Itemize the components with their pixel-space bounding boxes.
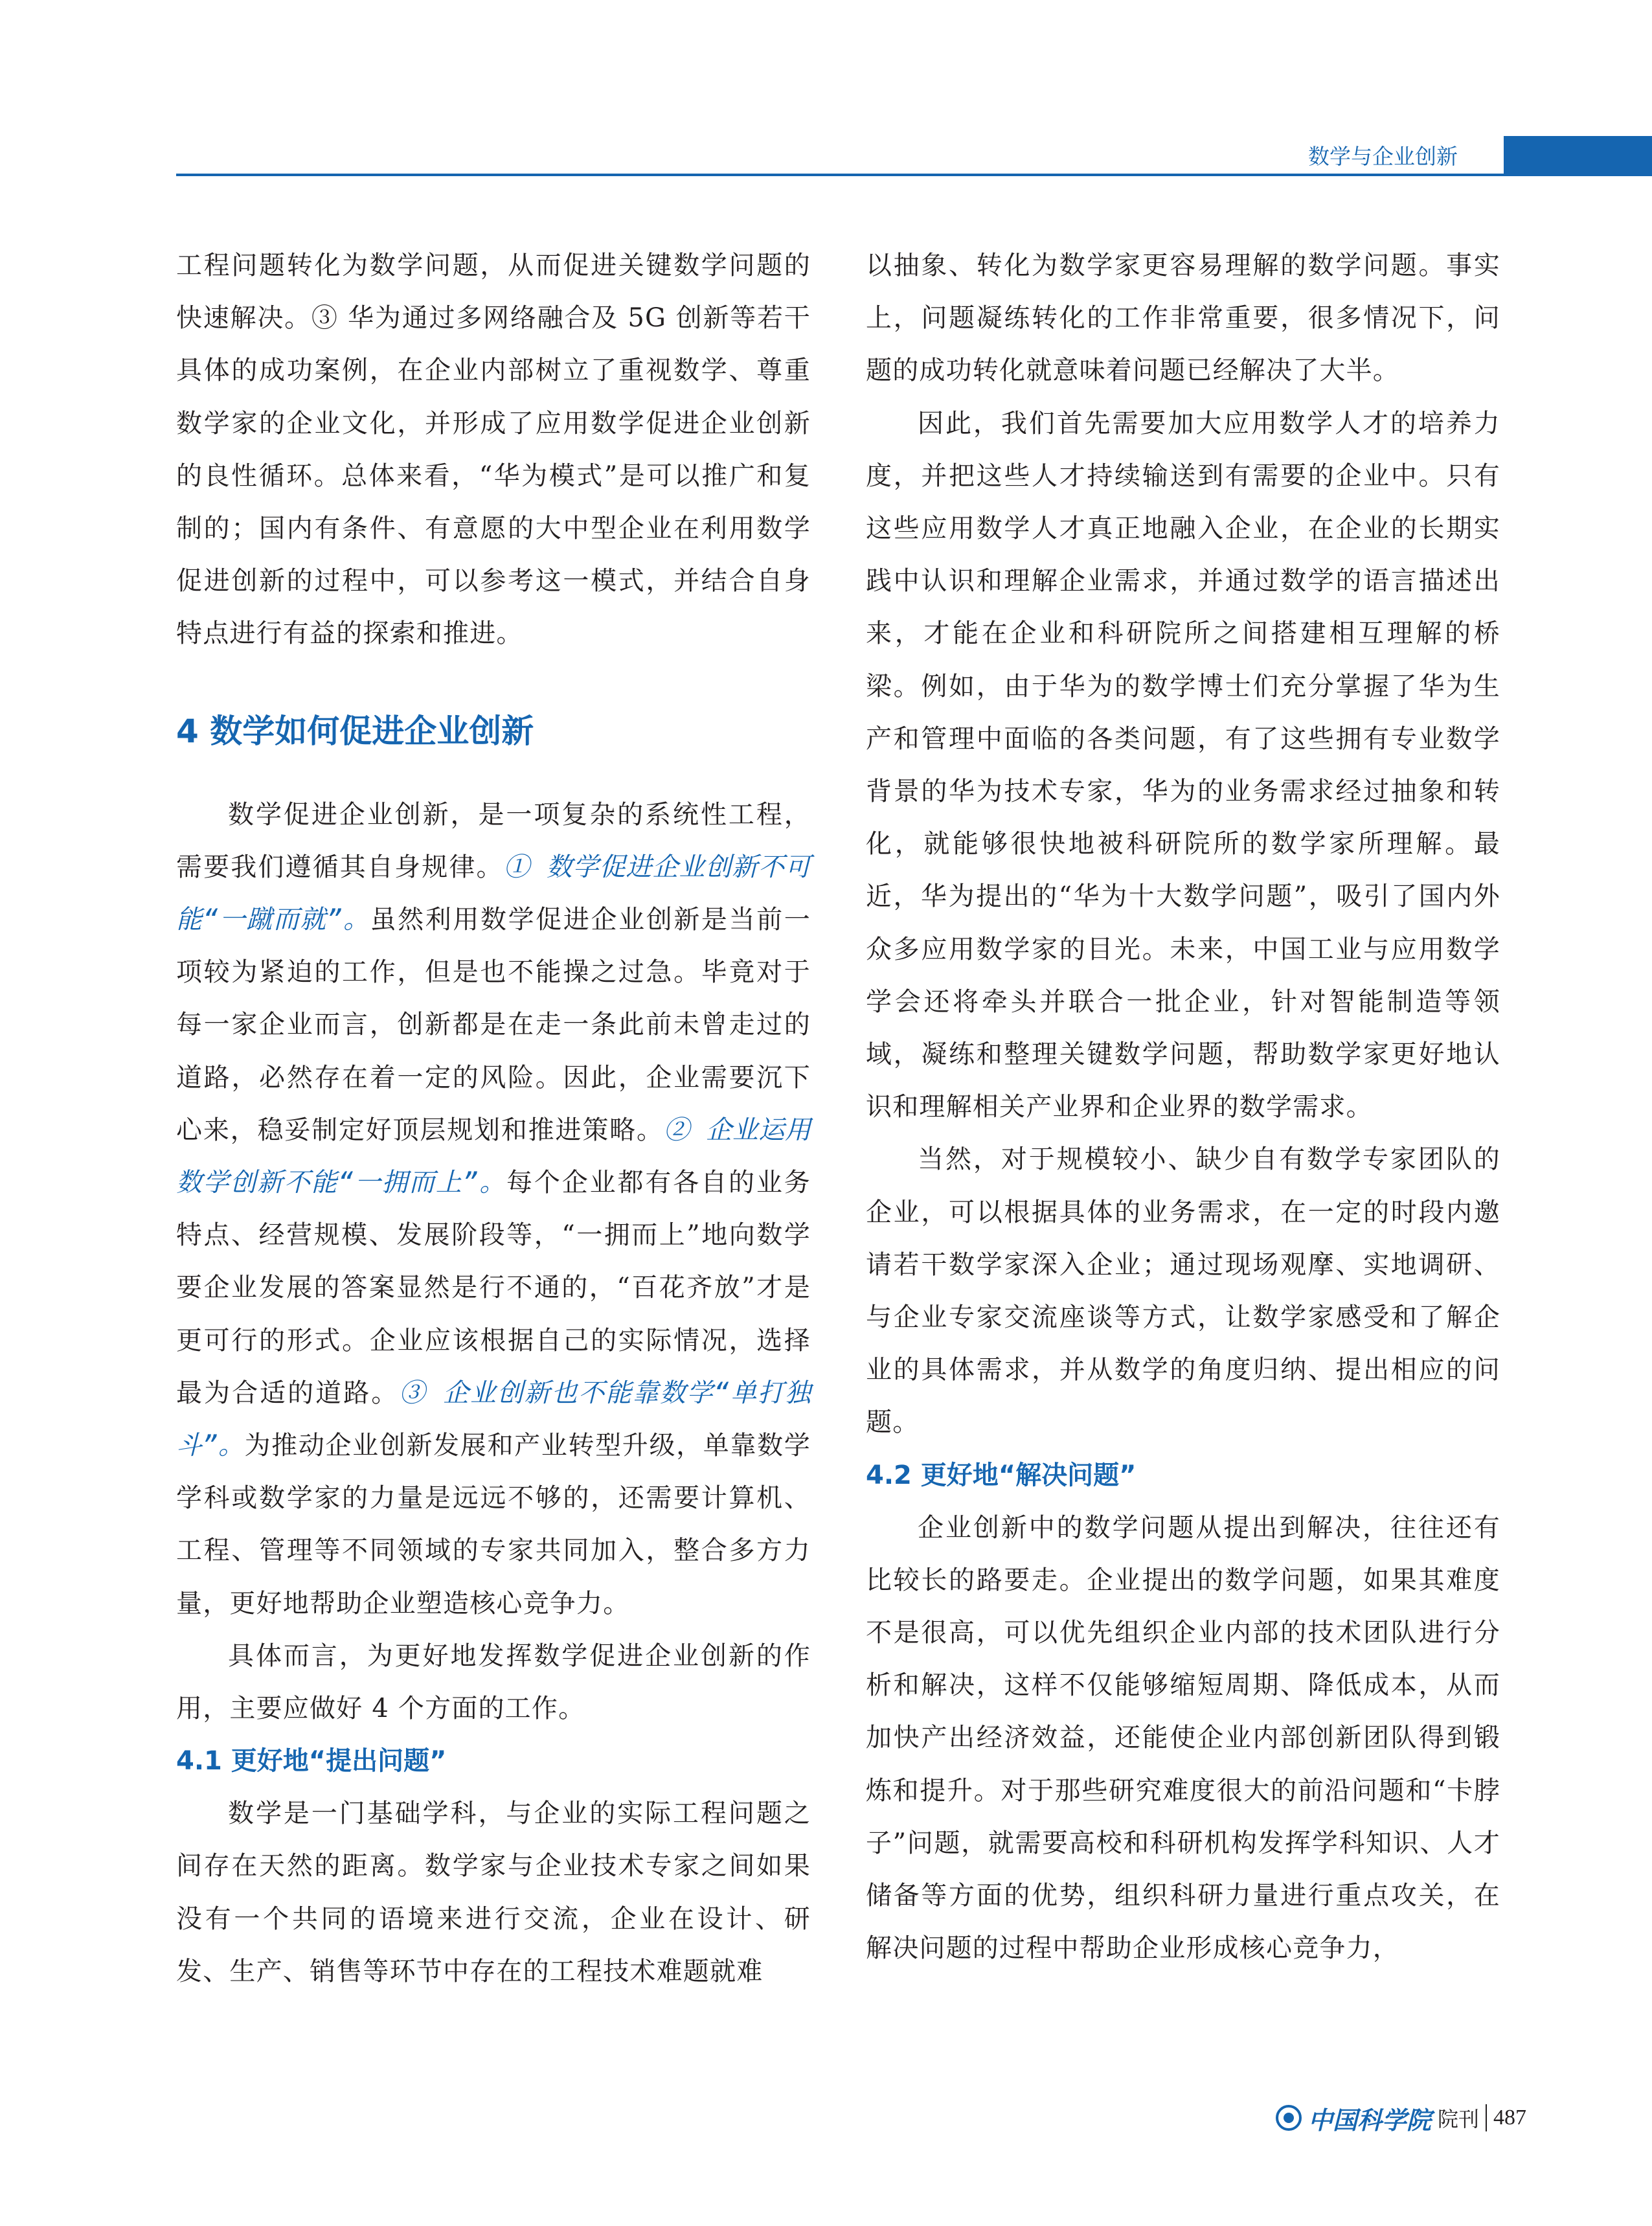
paragraph: 具体而言，为更好地发挥数学促进企业创新的作用，主要应做好 4 个方面的工作。 (176, 1641, 811, 1724)
cas-emblem-icon (1276, 2105, 1302, 2131)
footer-divider (1486, 2104, 1487, 2131)
paragraph-text: 虽然利用数学促进企业创新是当前一项较为紧迫的工作，但是也不能操之过急。毕竟对于每一家企业而言，创新都是在走一条此前未曾走过的道路，必然存在着一定的风险。因此，企业需要沉下心来，稳妥制定好顶层规划和推进策略。 (176, 905, 811, 1145)
header-rule (176, 174, 1652, 176)
subsection-heading: 4.1 更好地“提出问题” (176, 1746, 447, 1777)
paragraph-text: 每个企业都有各自的业务特点、经营规模、发展阶段等，“一拥而上”地向数学要企业发展的答案显然是行不通的，“百花齐放”才是更可行的形式。企业应该根据自己的实际情况，选择最为合适的道路。 (176, 1168, 811, 1408)
journal-logo: 中国科学院 (1308, 2105, 1432, 2135)
section-heading: 4 数学如何促进企业创新 (176, 712, 534, 750)
emphasis-text: ① 数学促进企业创新不可能“一蹴而就”。 (176, 852, 811, 935)
section-label: 数学与企业创新 (1308, 144, 1458, 169)
paragraph: 因此，我们首先需要加大应用数学人才的培养力度，并把这些人才持续输送到有需要的企业中。只有这些应用数学人才真正地融入企业，在企业的长期实践中认识和理解企业需求，并通过数学的语言描述出来，才能在企业和科研院所之间搭建相互理解的桥梁。例如，由于华为的数学博士们充分掌握了华为生产和管理中面临的各类问题，有了这些拥有专业数学背景的华为技术专家，华为的业务需求经过抽象和转化，就能够很快地被科研院所的数学家所理解。最近，华为提出的“华为十大数学问题”，吸引了国内外众多应用数学家的目光。未来，中国工业与应用数学学会还将牵头并联合一批企业，针对智能制造等领域，凝练和整理关键数学问题，帮助数学家更好地认识和理解相关产业界和企业界的数学需求。 (866, 408, 1500, 1122)
emphasis-text: ② 企业运用数学创新不能“一拥而上”。 (176, 1115, 811, 1198)
left-column (176, 240, 811, 1998)
page-number: 487 (1493, 2106, 1527, 2129)
right-column (866, 240, 1500, 1975)
page-footer (1276, 2098, 1526, 2137)
paragraph: 数学是一门基础学科，与企业的实际工程问题之间存在天然的距离。数学家与企业技术专家之间如果没有一个共同的语境来进行交流，企业在设计、研发、生产、销售等环节中存在的工程技术难题就难 (176, 1799, 811, 1986)
emphasis-text: ③ 企业创新也不能靠数学“单打独斗”。 (176, 1378, 811, 1461)
paragraph (176, 789, 811, 1630)
paragraph: 以抽象、转化为数学家更容易理解的数学问题。事实上，问题凝练转化的工作非常重要，很多情况下，问题的成功转化就意味着问题已经解决了大半。 (866, 251, 1500, 386)
subsection-heading: 4.2 更好地“解决问题” (866, 1460, 1137, 1490)
paragraph: 当然，对于规模较小、缺少自有数学专家团队的企业，可以根据具体的业务需求，在一定的时段内邀请若干数学家深入企业；通过现场观摩、实地调研、与企业专家交流座谈等方式，让数学家感受和了解企业的具体需求，并从数学的角度归纳、提出相应的问题。 (866, 1144, 1500, 1438)
paragraph: 企业创新中的数学问题从提出到解决，往往还有比较长的路要走。企业提出的数学问题，如果其难度不是很高，可以优先组织企业内部的技术团队进行分析和解决，这样不仅能够缩短周期、降低成本，从而加快产出经济效益，还能使企业内部创新团队得到锻炼和提升。对于那些研究难度很大的前沿问题和“卡脖子”问题，就需要高校和科研机构发挥学科知识、人才储备等方面的优势，组织科研力量进行重点攻关，在解决问题的过程中帮助企业形成核心竞争力， (866, 1512, 1500, 1964)
paragraph: 工程问题转化为数学问题，从而促进关键数学问题的快速解决。③ 华为通过多网络融合及 5G 创新等若干具体的成功案例，在企业内部树立了重视数学、尊重数学家的企业文化，并形成了应用数学促进企业创新的良性循环。总体来看，“华为模式”是可以推广和复制的；国内有条件、有意愿的大中型企业在利用数学促进创新的过程中，可以参考这一模式，并结合自身特点进行有益的探索和推进。 (176, 251, 811, 649)
paragraph-text: 数学促进企业创新，是一项复杂的系统性工程，需要我们遵循其自身规律。 (176, 799, 811, 882)
paragraph-text: 为推动企业创新发展和产业转型升级，单靠数学学科或数学家的力量是远远不够的，还需要计算机、工程、管理等不同领域的专家共同加入，整合多方力量，更好地帮助企业塑造核心竞争力。 (176, 1431, 811, 1618)
journal-suffix: 院刊 (1438, 2107, 1480, 2131)
header-accent-block (1504, 136, 1652, 176)
